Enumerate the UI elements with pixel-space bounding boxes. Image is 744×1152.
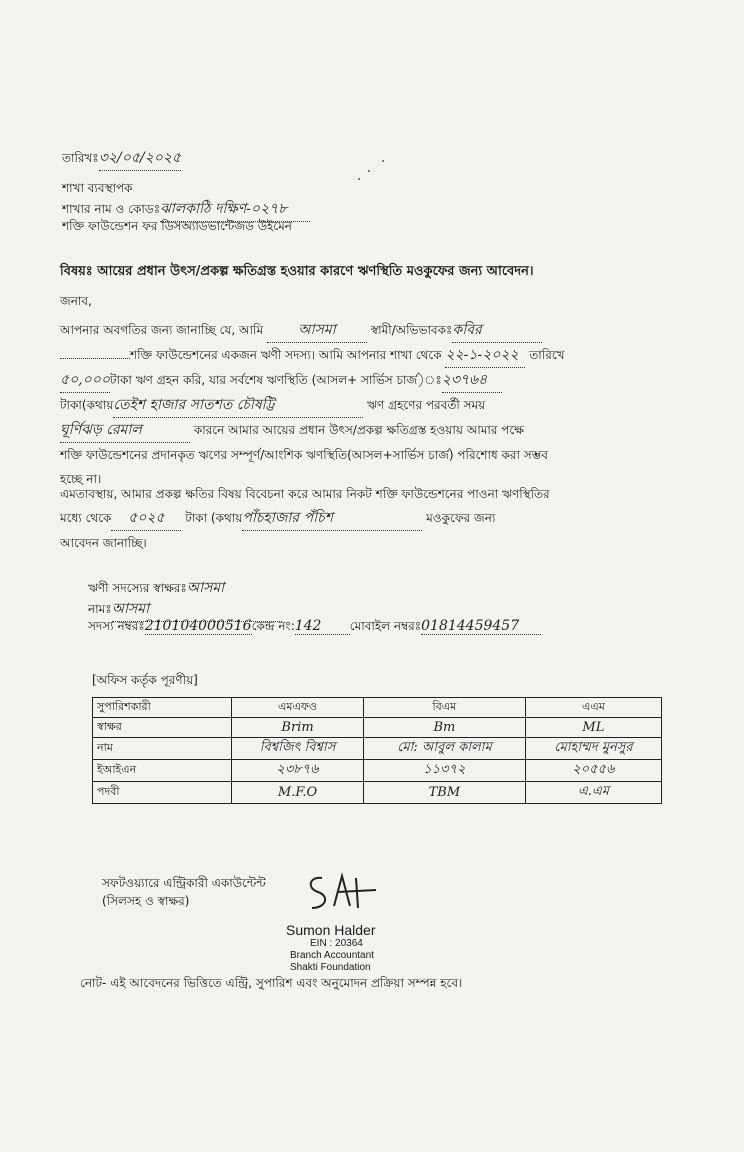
member-signature-line: ঋণী সদস্যের স্বাক্ষরঃআসমা — [88, 580, 225, 596]
salutation: জনাব, — [60, 294, 92, 308]
body1-line-2: শক্তি ফাউন্ডেশনের একজন ঋণী সদস্য। আমি আপনার শাখা থেকে ২২-১-২০২২ তারিখে — [60, 343, 685, 368]
member-name: আসমা — [112, 597, 282, 622]
mfo-ein: ২৩৮৭৬ — [276, 762, 319, 777]
office-table — [92, 697, 662, 804]
stamp-org: Shakti Foundation — [290, 962, 371, 973]
footer-note: নোট- এই আবেদনের ভিত্তিতে এন্ট্রি, সুপারিশ এবং অনুমোদন প্রক্রিয়া সম্পন্ন হবে। — [80, 976, 463, 990]
office-row-name: নাম বিশ্বজিৎ বিশ্বাস মো: আবুল কালাম মোহাম্মদ মুনসুর — [93, 738, 662, 760]
body2-line-1: এমতাবস্থায়, আমার প্রকল্প ক্ষতির বিষয় বিবেচনা করে আমার নিকট শক্তি ফাউন্ডেশনের পাওনা ঋণস্থিতির — [60, 487, 550, 501]
body2-line-2: মধ্যে থেকে ৫০২৫ টাকা (কথায়পাঁচহাজার পঁচিশ মওকুফের জন্য — [60, 506, 685, 531]
bm-signature: Bm — [433, 720, 456, 735]
subject: বিষয়ঃ আয়ের প্রধান উৎস/প্রকল্প ক্ষতিগ্রস্ত হওয়ার কারণে ঋণস্থিতি মওকুফের জন্য আবেদন। — [60, 264, 534, 279]
loan-date: ২২-১-২০২২ — [445, 343, 525, 368]
org-name: শক্তি ফাউন্ডেশন ফর ডিসঅ্যাডভান্টেজড উইমেন — [62, 219, 292, 233]
member-name-line: নামঃআসমা — [88, 597, 282, 622]
damage-reason: ঘূর্ণিঝড় রেমাল — [60, 418, 190, 443]
accountant-signature-mark — [300, 872, 380, 914]
body1-line-1: আপনার অবগতির জন্য জানাচ্ছি যে, আমি আসমা স্বামী/অভিভাবকঃকবির — [60, 318, 685, 343]
mfo-signature: Brim — [281, 720, 314, 735]
loan-amount: ৫০,০০০ — [60, 368, 110, 393]
header-am: এএম — [525, 698, 661, 718]
body-paragraph-2 — [60, 482, 685, 555]
branch-label: শাখার নাম ও কোডঃ — [62, 202, 161, 216]
member-id-line: সদস্য নম্বরঃ210104000516কেন্দ্র নং:142 মোবাইল নম্বরঃ01814459457 — [88, 618, 541, 638]
date-label: তারিখঃ — [62, 151, 99, 165]
recipient: শাখা ব্যবস্থাপক — [62, 181, 133, 195]
guardian-name: কবির — [452, 318, 542, 343]
waive-amount: ৫০২৫ — [111, 506, 181, 531]
center-number: 142 — [295, 618, 350, 635]
stamp-title: Branch Accountant — [290, 950, 374, 961]
mfo-designation: M.F.O — [277, 785, 318, 800]
office-header-row — [93, 698, 662, 718]
body1-line-7: হচ্ছে না। — [60, 472, 102, 486]
body1-line-5: ঘূর্ণিঝড় রেমাল কারনে আমার আয়ের প্রধান উৎস/প্রকল্প ক্ষতিগ্রস্ত হওয়ায় আমার পক্ষে — [60, 418, 685, 443]
am-ein: ২০৫৫৬ — [572, 762, 615, 777]
body2-line-3: আবেদন জানাচ্ছি। — [60, 536, 147, 550]
stamp-ein: EIN : 20364 — [310, 938, 363, 949]
mobile-number: 01814459457 — [421, 618, 541, 635]
office-row-designation: পদবী M.F.O TBM এ.এম — [93, 782, 662, 804]
body1-line-3: ৫০,০০০টাকা ঋণ গ্রহন করি, যার সর্বশেষ ঋণস্থিতি (আসল+ সার্ভিস চার্জ)ঃ২৩৭৬৪ — [60, 368, 685, 393]
loan-balance: ২৩৭৬৪ — [442, 368, 502, 393]
date-line — [62, 146, 181, 171]
mfo-name: বিশ্বজিৎ বিশ্বাস — [259, 740, 336, 755]
balance-in-words: তেইশ হাজার সাতশত চৌষট্টি — [113, 393, 363, 418]
office-caption: [অফিস কর্তৃক পূরণীয়] — [92, 673, 198, 687]
am-designation: এ.এম — [577, 784, 609, 799]
waive-amount-words: পাঁচহাজার পঁচিশ — [242, 506, 422, 531]
office-row-signature: স্বাক্ষর Brim Bm ML — [93, 718, 662, 738]
member-signature: আসমা — [186, 580, 225, 596]
bm-designation: TBM — [428, 785, 461, 800]
accountant-stamp — [286, 922, 376, 974]
bm-name: মো: আবুল কালাম — [397, 740, 492, 755]
branch-value: ঝালকাঠি দক্ষিণ-০২৭৮ — [160, 197, 310, 222]
date-value: ৩২/০৫/২০২৫ — [99, 146, 181, 171]
body-paragraph-1 — [60, 318, 685, 491]
accountant-label: সফটওয়্যারে এন্ট্রিকারী একাউন্টেন্ট — [102, 876, 266, 890]
header-mfo: এমএফও — [232, 698, 364, 718]
header-recommender: সুপারিশকারী — [93, 698, 232, 718]
stamp-name: Sumon Halder — [286, 922, 376, 938]
bm-ein: ১১৩৭২ — [423, 762, 466, 777]
am-name: মোহাম্মদ মুনসুর — [554, 740, 633, 755]
header-bm: বিএম — [364, 698, 526, 718]
body1-line-4: টাকা(কথায়তেইশ হাজার সাতশত চৌষট্টি ঋণ গ্রহণের পরবর্তী সময় — [60, 393, 685, 418]
applicant-name: আসমা — [267, 318, 367, 343]
body1-line-6: শক্তি ফাউন্ডেশনের প্রদানকৃত ঋণের সম্পূর্ণ/আংশিক ঋণস্থিতি(আসল+সার্ভিস চার্জ) পরিশোধ করা সম্ভব — [60, 448, 548, 462]
accountant-sublabel: (সিলসহ ও স্বাক্ষর) — [102, 894, 190, 908]
office-row-ein: ইআইএন ২৩৮৭৬ ১১৩৭২ ২০৫৫৬ — [93, 760, 662, 782]
member-number: 210104000516 — [144, 618, 252, 634]
am-signature: ML — [582, 720, 605, 735]
